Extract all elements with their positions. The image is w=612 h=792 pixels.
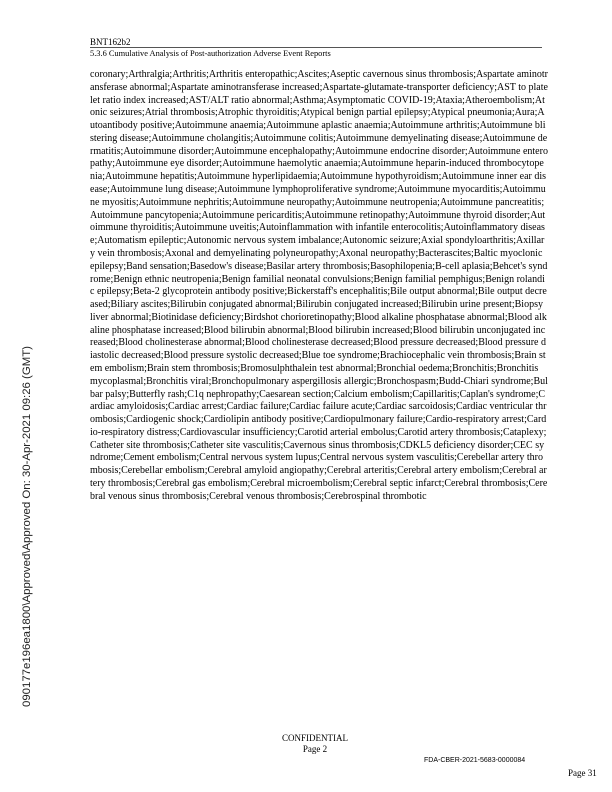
approval-stamp: 090177e196ea1800\Approved\Approved On: 30-Apr-2021 09:26 (GMT)	[21, 346, 33, 707]
bates-page-number: Page 31	[568, 768, 597, 778]
header-rule	[90, 47, 542, 48]
product-name: BNT162b2	[90, 37, 131, 47]
section-title: 5.3.6 Cumulative Analysis of Post-authorization Adverse Event Reports	[90, 49, 331, 58]
page-number: Page 2	[302, 744, 328, 754]
confidential-label: CONFIDENTIAL	[282, 733, 348, 743]
confidential-footer	[0, 733, 612, 755]
document-id: FDA-CBER-2021-5683-0000084	[424, 757, 526, 764]
body-paragraph: coronary;Arthralgia;Arthritis;Arthritis enteropathic;Ascites;Aseptic cavernous sinus thrombosis;Aspartate aminotransferase abnormal;Aspartate aminotransferase increased;Aspartate-glutamate-transporter deficiency;AST to platelet ratio index increased;AST/ALT ratio abnormal;Asthma;Asymptomatic COVID-19;Ataxia;Atheroembolism;Atonic seizures;Atrial thrombosis;Atrophic thyroiditis;Atypical benign partial epilepsy;Atypical pneumonia;Aura;Autoantibody positive;Autoimmune anaemia;Autoimmune aplastic anaemia;Autoimmune arthritis;Autoimmune blistering disease;Autoimmune cholangitis;Autoimmune colitis;Autoimmune demyelinating disease;Autoimmune dermatitis;Autoimmune disorder;Autoimmune encephalopathy;Autoimmune endocrine disorder;Autoimmune enteropathy;Autoimmune eye disorder;Autoimmune haemolytic anaemia;Autoimmune heparin-induced thrombocytopenia;Autoimmune hepatitis;Autoimmune hyperlipidaemia;Autoimmune hypothyroidism;Autoimmune inner ear disease;Autoimmune lung disease;Autoimmune lymphoproliferative syndrome;Autoimmune myocarditis;Autoimmune myositis;Autoimmune nephritis;Autoimmune neuropathy;Autoimmune neutropenia;Autoimmune pancreatitis;Autoimmune pancytopenia;Autoimmune pericarditis;Autoimmune retinopathy;Autoimmune thyroid disorder;Autoimmune thyroiditis;Autoimmune uveitis;Autoinflammation with infantile enterocolitis;Autoinflammatory disease;Automatism epileptic;Autonomic nervous system imbalance;Autonomic seizure;Axial spondyloarthritis;Axillary vein thrombosis;Axonal and demyelinating polyneuropathy;Axonal neuropathy;Bacterascites;Baltic myoclonic epilepsy;Band sensation;Basedow's disease;Basilar artery thrombosis;Basophilopenia;B-cell aplasia;Behcet's syndrome;Benign ethnic neutropenia;Benign familial neonatal convulsions;Benign familial pemphigus;Benign rolandic epilepsy;Beta-2 glycoprotein antibody positive;Bickerstaff's encephalitis;Bile output abnormal;Bile output decreased;Biliary ascites;Bilirubin conjugated abnormal;Bilirubin conjugated increased;Bilirubin urine present;Biopsy liver abnormal;Biotinidase deficiency;Birdshot chorioretinopathy;Blood alkaline phosphatase abnormal;Blood alkaline phosphatase increased;Blood bilirubin abnormal;Blood bilirubin increased;Blood bilirubin unconjugated increased;Blood cholinesterase abnormal;Blood cholinesterase decreased;Blood pressure decreased;Blood pressure diastolic decreased;Blood pressure systolic decreased;Blue toe syndrome;Brachiocephalic vein thrombosis;Brain stem embolism;Brain stem thrombosis;Bromosulphthalein test abnormal;Bronchial oedema;Bronchitis;Bronchitis mycoplasmal;Bronchitis viral;Bronchopulmonary aspergillosis allergic;Bronchospasm;Budd-Chiari syndrome;Bulbar palsy;Butterfly rash;C1q nephropathy;Caesarean section;Calcium embolism;Capillaritis;Caplan's syndrome;Cardiac amyloidosis;Cardiac arrest;Cardiac failure;Cardiac failure acute;Cardiac sarcoidosis;Cardiac ventricular thrombosis;Cardiogenic shock;Cardiolipin antibody positive;Cardiopulmonary failure;Cardio-respiratory arrest;Cardio-respiratory distress;Cardiovascular insufficiency;Carotid arterial embolus;Carotid artery thrombosis;Cataplexy;Catheter site thrombosis;Catheter site vasculitis;Cavernous sinus thrombosis;CDKL5 deficiency disorder;CEC syndrome;Cement embolism;Central nervous system lupus;Central nervous system vasculitis;Cerebellar artery thrombosis;Cerebellar embolism;Cerebral amyloid angiopathy;Cerebral arteritis;Cerebral artery embolism;Cerebral artery thrombosis;Cerebral gas embolism;Cerebral microembolism;Cerebral septic infarct;Cerebral thrombosis;Cerebral venous sinus thrombosis;Cerebral venous thrombosis;Cerebrospinal thrombotic	[90, 69, 548, 502]
